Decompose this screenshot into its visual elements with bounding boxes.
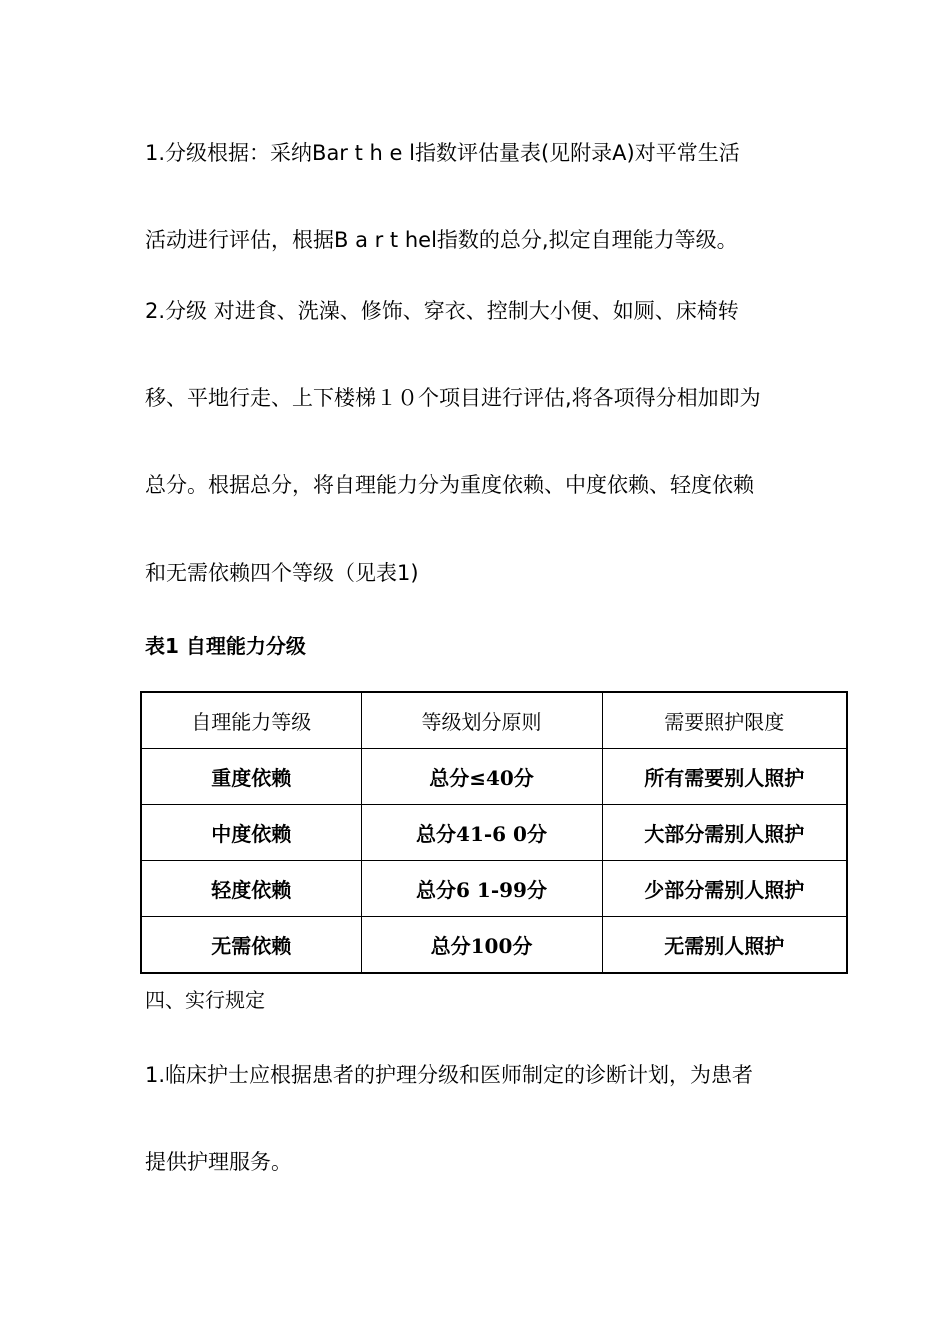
table-row <box>141 861 847 917</box>
paragraph-line: 2.分级 对进食、洗澡、修饰、穿衣、控制大小便、如厕、床椅转 <box>145 299 739 323</box>
table-cell: 大部分需别人照护 <box>602 805 847 861</box>
table-cell: 总分≤40分 <box>361 749 602 805</box>
table-header-cell: 自理能力等级 <box>141 692 361 749</box>
paragraph-line: 1.分级根据：采纳Bar t h e l指数评估量表(见附录A)对平常生活 <box>145 141 740 165</box>
table-cell: 无需依赖 <box>141 917 361 974</box>
table-cell: 总分100分 <box>361 917 602 974</box>
table-row <box>141 749 847 805</box>
table-caption: 表1 自理能力分级 <box>145 634 306 658</box>
table-cell: 少部分需别人照护 <box>602 861 847 917</box>
table-header-row <box>141 692 847 749</box>
table-cell: 所有需要别人照护 <box>602 749 847 805</box>
paragraph-line: 总分。根据总分，将自理能力分为重度依赖、中度依赖、轻度依赖 <box>145 473 754 497</box>
table-row <box>141 917 847 974</box>
table-cell: 总分6 1-99分 <box>361 861 602 917</box>
table-cell: 总分41-6 0分 <box>361 805 602 861</box>
paragraph-line: 活动进行评估，根据B a r t hel指数的总分,拟定自理能力等级。 <box>145 228 738 252</box>
table-cell: 中度依赖 <box>141 805 361 861</box>
table-cell: 无需别人照护 <box>602 917 847 974</box>
table-cell: 重度依赖 <box>141 749 361 805</box>
table-header-cell: 等级划分原则 <box>361 692 602 749</box>
table-cell: 轻度依赖 <box>141 861 361 917</box>
self-care-grade-table <box>140 691 848 974</box>
paragraph-line: 提供护理服务。 <box>145 1150 292 1174</box>
paragraph-line: 1.临床护士应根据患者的护理分级和医师制定的诊断计划，为患者 <box>145 1063 754 1087</box>
paragraph-line: 移、平地行走、上下楼梯１０个项目进行评估,将各项得分相加即为 <box>145 386 761 410</box>
section-heading: 四、实行规定 <box>145 988 265 1012</box>
paragraph-line: 和无需依赖四个等级（见表1) <box>145 561 419 585</box>
table-row <box>141 805 847 861</box>
table-header-cell: 需要照护限度 <box>602 692 847 749</box>
